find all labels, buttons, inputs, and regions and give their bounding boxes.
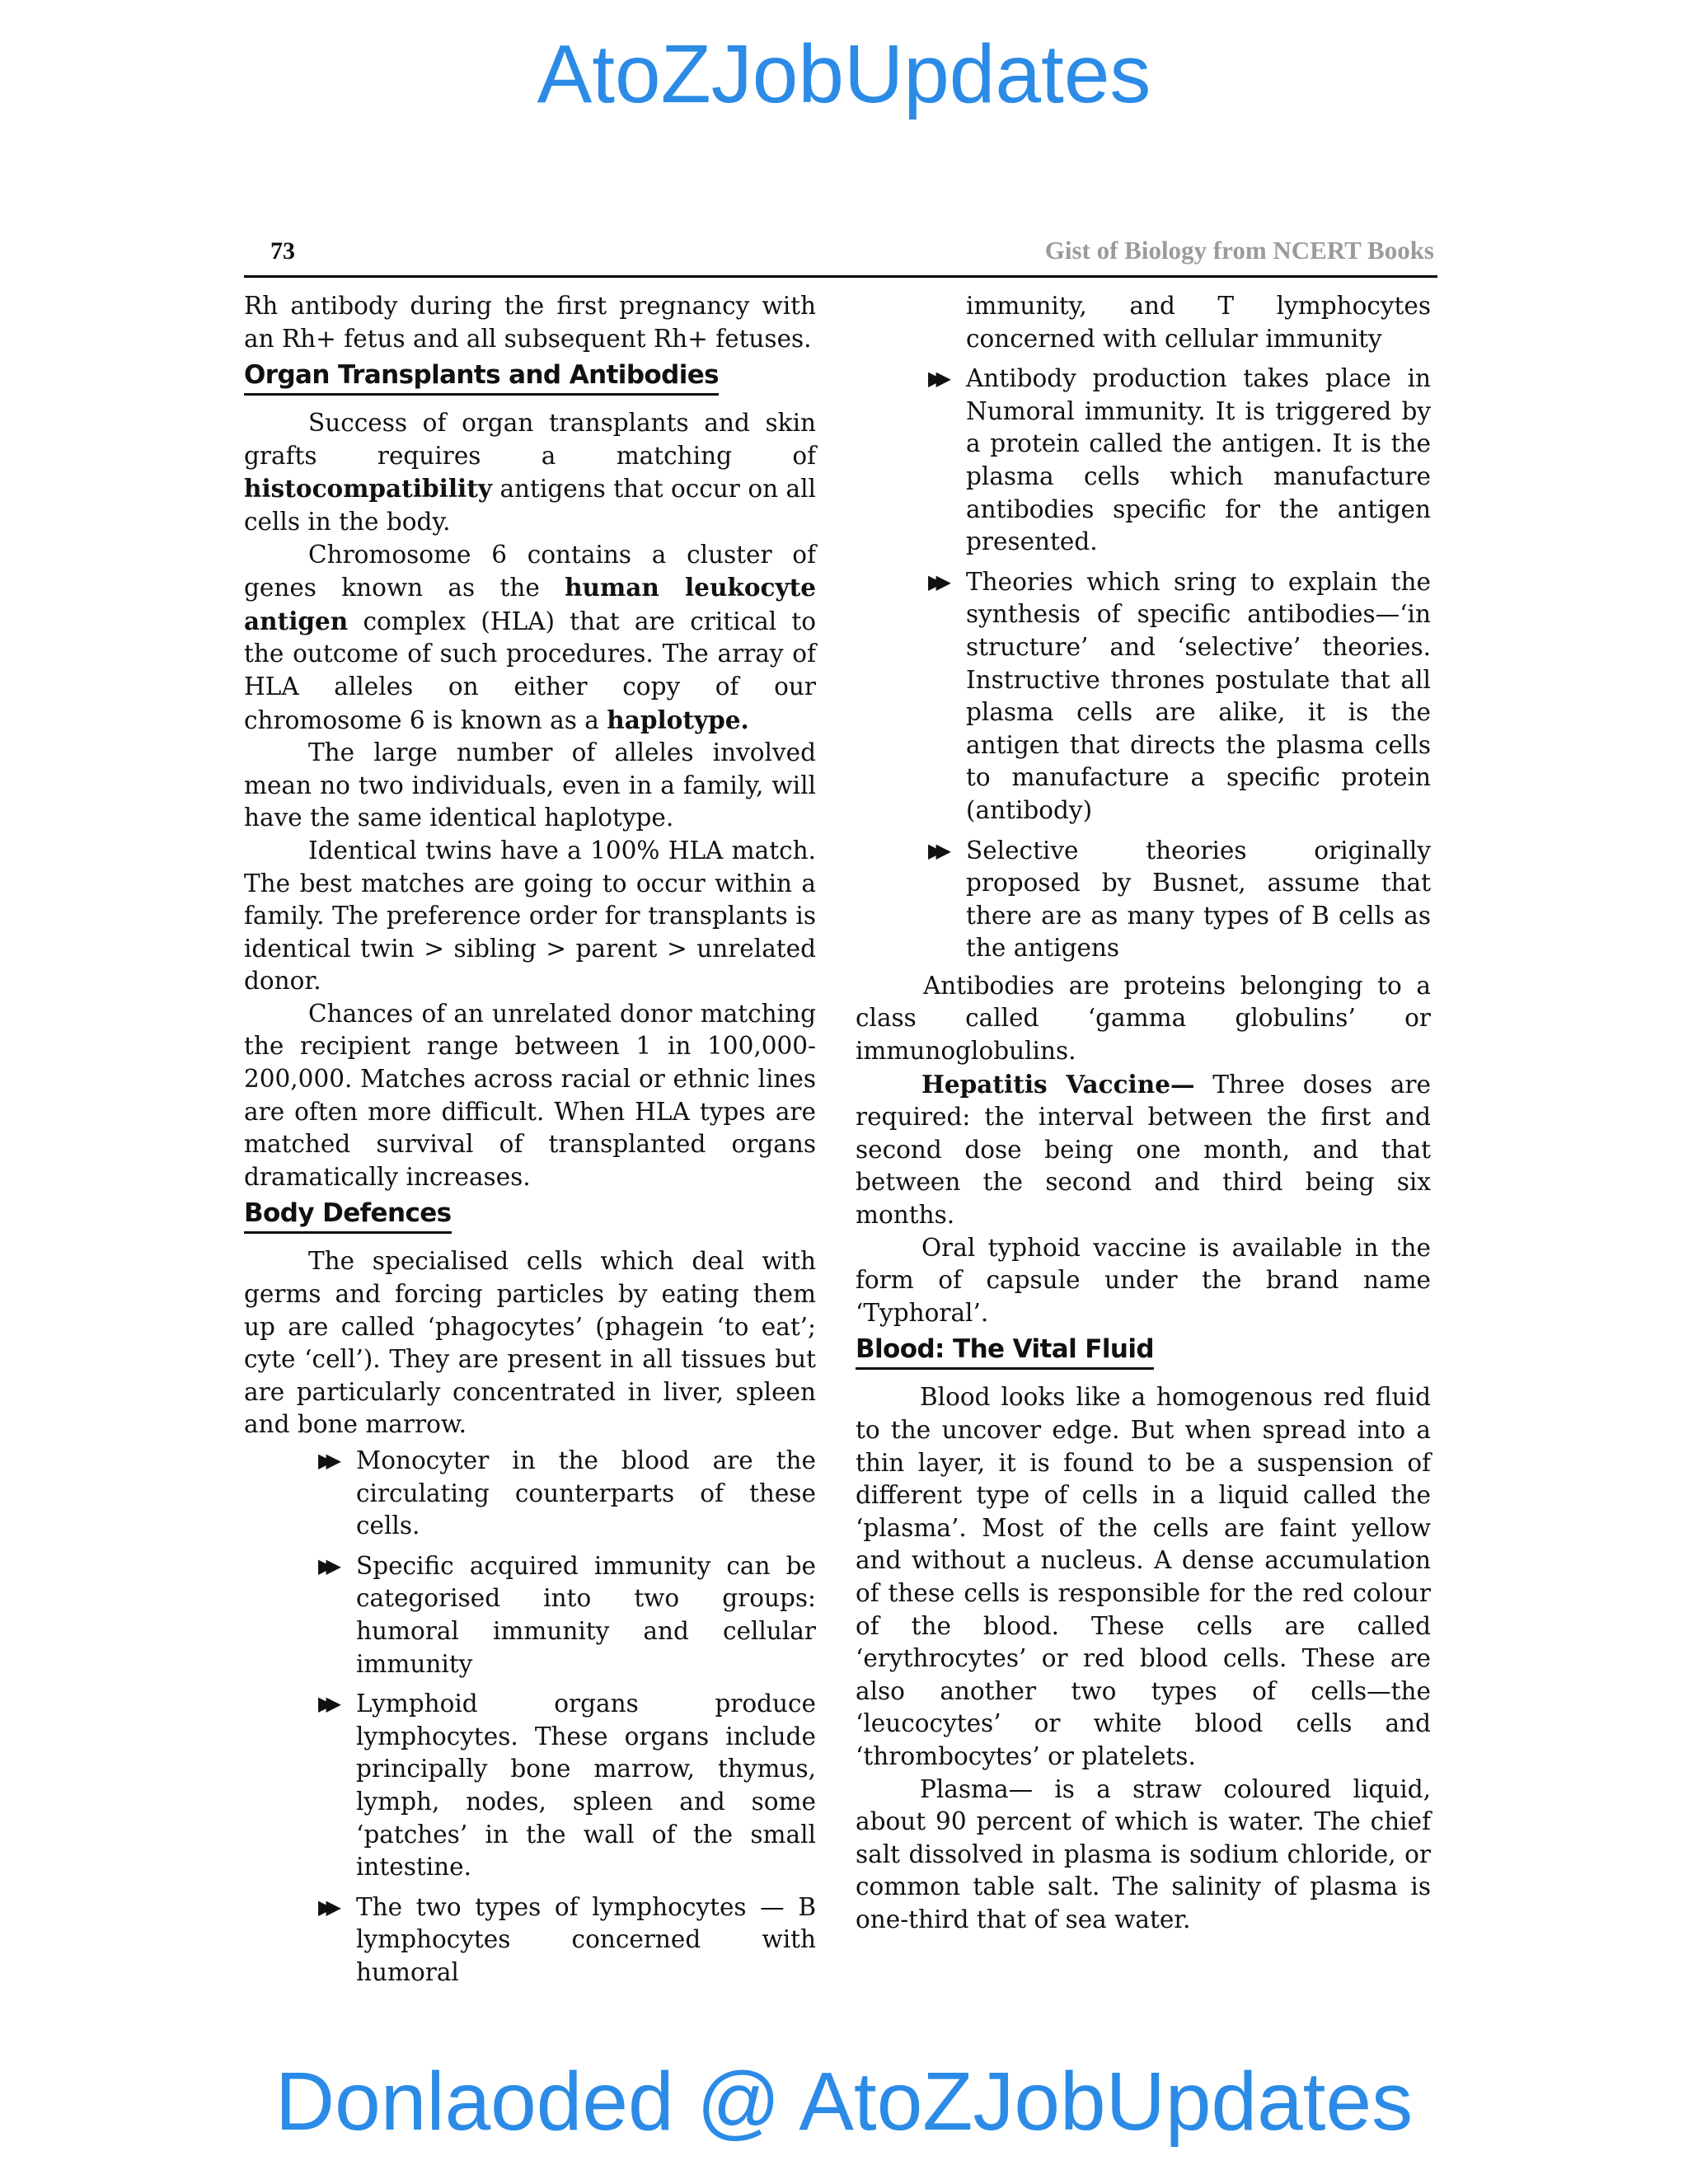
- paragraph-phagocytes: The specialised cells which deal with germs and forcing particles by eating them up are called ‘phagocytes’ (phagein ‘to eat’; cyte ‘cell’). They are present in all tissues but are particularly concentrated in liver, spleen and bone marrow.: [244, 1247, 816, 1439]
- list-item: ▶▶ Selective theories originally proposed by Busnet, assume that there are as many types of B cells as the antigens: [928, 836, 1431, 963]
- list-item: ▶▶ Lymphoid organs produce lymphocytes. These organs include principally bone marrow, thymus, lymph, nodes, spleen and some ‘patches’ in the wall of the small intestine.: [318, 1690, 816, 1882]
- watermark-bottom: Donlaoded @ AtoZJobUpdates: [274, 2055, 1414, 2148]
- double-triangle-right-icon: ▶▶: [318, 1895, 334, 1919]
- left-column: [244, 290, 816, 1997]
- paragraph-identical-twins: Identical twins have a 100% HLA match. The best matches are going to occur within a family. The preference order for transplants is identical twin > sibling > parent > unrelated donor.: [244, 836, 816, 996]
- page-header: [244, 232, 1437, 278]
- watermark-top: AtoZJobUpdates: [537, 28, 1151, 120]
- paragraph-typhoid-vaccine: Oral typhoid vaccine is available in the form of capsule under the brand name ‘Typhoral’.: [856, 1233, 1431, 1327]
- list-item: ▶▶ Antibody production takes place in Numoral immunity. It is triggered by a protein called the antigen. It is the plasma cells which manufacture antibodies specific for the antigen presented.: [928, 364, 1431, 556]
- paragraph-chromosome-6: Chromosome 6 contains a cluster of genes known as the human leukocyte antigen complex (HLA) that are critical to the outcome of such procedures. The array of HLA alleles on either copy of our chromosome 6 is known as a haplotype.: [244, 540, 817, 734]
- intro-paragraph: Rh antibody during the first pregnancy with an Rh+ fetus and all subsequent Rh+ fetuses.: [244, 292, 816, 353]
- double-triangle-right-icon: ▶▶: [318, 1692, 334, 1716]
- paragraph-histocompatibility: Success of organ transplants and skin grafts requires a matching of histocompatibility antigens that occur on all cells in the body.: [244, 409, 816, 536]
- paragraph-antibodies: Antibodies are proteins belonging to a class called ‘gamma globulins’ or immunoglobulins.: [856, 971, 1431, 1066]
- double-triangle-right-icon: ▶▶: [318, 1449, 334, 1472]
- page-number: 73: [270, 237, 295, 265]
- list-item: ▶▶ Specific acquired immunity can be categorised into two groups: humoral immunity and cellular immunity: [318, 1551, 816, 1678]
- paragraph-blood: Blood looks like a homogenous red fluid to the uncover edge. But when spread into a thin layer, it is found to be a suspension of different type of cells in a liquid called the ‘plasma’. Most of the cells are faint yellow and without a nucleus. A dense accumulation of these cells is responsible for the red colour of the blood. These cells are called ‘erythrocytes’ or red blood cells. These are also another two types of cells—the ‘leucocytes’ or white blood cells and ‘thrombocytes’ or platelets.: [856, 1383, 1431, 1770]
- bold-term: histocompatibility: [244, 474, 493, 504]
- paragraph-plasma: Plasma— is a straw coloured liquid, about 90 percent of which is water. The chief salt dissolved in plasma is sodium chloride, or common table salt. The salinity of plasma is one-third that of sea water.: [856, 1774, 1431, 1933]
- double-triangle-right-icon: ▶▶: [928, 367, 944, 391]
- paragraph-hepatitis-vaccine: Hepatitis Vaccine— Three doses are required: the interval between the first and second dose being one month, and that between the second and third being six months.: [856, 1069, 1431, 1230]
- bold-term: Hepatitis Vaccine—: [921, 1069, 1195, 1099]
- section-heading-organ-transplants: Organ Transplants and Antibodies: [244, 359, 719, 396]
- paragraph-alleles: The large number of alleles involved mean no two individuals, even in a family, will have the same identical haplotype.: [244, 738, 816, 832]
- double-triangle-right-icon: ▶▶: [928, 838, 944, 862]
- section-heading-blood: Blood: The Vital Fluid: [856, 1333, 1154, 1370]
- list-item: ▶▶ Monocyter in the blood are the circulating counterparts of these cells.: [318, 1446, 816, 1540]
- list-item-continuation: immunity, and T lymphocytes concerned with cellular immunity: [966, 292, 1431, 353]
- section-heading-body-defences: Body Defences: [244, 1197, 452, 1234]
- paragraph-unrelated-donor: Chances of an unrelated donor matching the recipient range between 1 in 100,000-200,000. Matches across racial or ethnic lines are often more difficult. When HLA types are matched survival of transplanted organs dramatically increases.: [244, 999, 816, 1191]
- running-title: Gist of Biology from NCERT Books: [1044, 236, 1434, 265]
- double-triangle-right-icon: ▶▶: [318, 1554, 334, 1577]
- bold-term: human leukocyte antigen: [244, 573, 817, 635]
- double-triangle-right-icon: ▶▶: [928, 569, 944, 593]
- right-column: [856, 290, 1431, 1937]
- bullet-list-right: [856, 290, 1431, 965]
- list-item: ▶▶ The two types of lymphocytes — B lymphocytes concerned with humoral: [318, 1892, 816, 1986]
- list-item: ▶▶ Theories which sring to explain the synthesis of specific antibodies—‘in structure’ and ‘selective’ theories. Instructive thrones postulate that all plasma cells are alike, it is the antigen that directs the plasma cells to manufacture a specific protein (antibody): [928, 567, 1431, 824]
- bold-term: haplotype.: [607, 705, 749, 734]
- bullet-list-left: [244, 1445, 816, 1990]
